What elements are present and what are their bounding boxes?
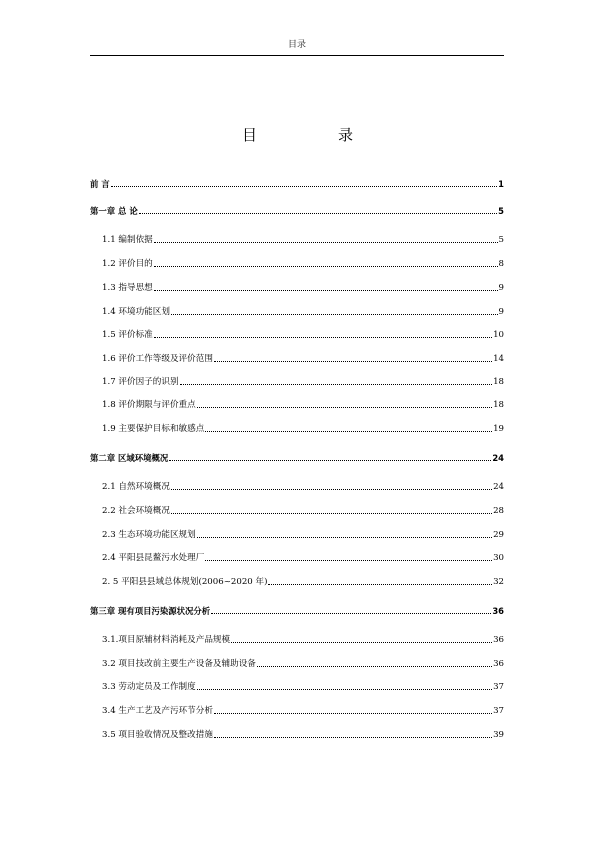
- toc-dot-leader: [257, 666, 492, 667]
- toc-dot-leader: [214, 361, 492, 362]
- toc-dot-leader: [169, 460, 491, 461]
- toc-section-entry[interactable]: [102, 376, 504, 388]
- toc-dot-leader: [205, 560, 492, 561]
- toc-section-entry[interactable]: [102, 399, 504, 411]
- toc-section-entry[interactable]: [102, 505, 504, 517]
- toc-entry-label: 第三章 现有项目污染源状况分析: [90, 606, 211, 616]
- toc-dot-leader: [171, 513, 492, 514]
- toc-dot-leader: [171, 489, 492, 490]
- toc-section-entry[interactable]: [102, 423, 504, 435]
- toc-section-entry[interactable]: [102, 658, 504, 670]
- toc-dot-leader: [154, 242, 498, 243]
- title-char-1: 目: [242, 126, 258, 144]
- toc-dot-leader: [171, 314, 498, 315]
- toc-entry-label: 2.1 自然环境概况: [102, 482, 170, 492]
- toc-section-entry[interactable]: [102, 634, 504, 646]
- toc-section-entry[interactable]: [102, 705, 504, 717]
- toc-chapter-entry[interactable]: [90, 452, 504, 464]
- toc-dot-leader: [197, 537, 492, 538]
- toc-page-number: 14: [493, 354, 504, 364]
- toc-page-number: 37: [493, 682, 504, 692]
- toc-section-entry[interactable]: [102, 576, 504, 588]
- toc-entry-label: 2. 5 平阳县县域总体规划(2006~2020 年): [102, 577, 268, 587]
- toc-page-number: 24: [493, 482, 504, 492]
- toc-entry-label: 2.3 生态环境功能区规划: [102, 530, 196, 540]
- toc-entry-label: 3.1.项目原辅材料消耗及产品规模: [102, 635, 231, 645]
- toc-dot-leader: [180, 384, 493, 385]
- toc-section-entry[interactable]: [102, 529, 504, 541]
- toc-page-number: 8: [498, 259, 504, 269]
- toc-section-entry[interactable]: [102, 481, 504, 493]
- toc-page-number: 30: [493, 553, 504, 563]
- toc-section-entry[interactable]: [102, 353, 504, 365]
- toc-entry-label: 1.8 评价期限与评价重点: [102, 400, 196, 410]
- title-char-2: 录: [338, 126, 354, 144]
- toc-dot-leader: [211, 613, 491, 614]
- toc-entry-label: 前 言: [90, 179, 110, 189]
- toc-section-entry[interactable]: [102, 729, 504, 741]
- toc-page-number: 18: [493, 400, 504, 410]
- toc-dot-leader: [205, 431, 492, 432]
- toc-page-number: 9: [498, 307, 504, 317]
- toc-page-number: 32: [493, 577, 504, 587]
- toc-entry-label: 1.3 指导思想: [102, 283, 153, 293]
- toc-chapter-entry[interactable]: [90, 178, 504, 190]
- toc-page-number: 36: [492, 606, 504, 616]
- toc-chapter-entry[interactable]: [90, 205, 504, 217]
- toc-entry-label: 1.1 编制依据: [102, 235, 153, 245]
- toc-page-number: 10: [493, 330, 504, 340]
- toc-dot-leader: [214, 713, 492, 714]
- toc-dot-leader: [197, 689, 492, 690]
- toc-section-entry[interactable]: [102, 258, 504, 270]
- toc-entry-label: 3.4 生产工艺及产污环节分析: [102, 706, 213, 716]
- toc-dot-leader: [154, 337, 492, 338]
- toc-entry-label: 1.5 评价标准: [102, 330, 153, 340]
- toc-page-number: 19: [493, 424, 504, 434]
- toc-page-number: 9: [498, 283, 504, 293]
- toc-entry-label: 1.7 评价因子的识别: [102, 377, 179, 387]
- toc-dot-leader: [214, 737, 492, 738]
- toc-section-entry[interactable]: [102, 282, 504, 294]
- toc-chapter-entry[interactable]: [90, 605, 504, 617]
- toc-entry-label: 1.4 环境功能区划: [102, 307, 170, 317]
- toc-section-entry[interactable]: [102, 234, 504, 246]
- toc-entry-label: 1.9 主要保护目标和敏感点: [102, 424, 205, 434]
- toc-page-number: 5: [498, 206, 504, 216]
- toc-section-entry[interactable]: [102, 681, 504, 693]
- toc-dot-leader: [139, 213, 497, 214]
- toc-dot-leader: [197, 407, 492, 408]
- toc-entry-label: 2.2 社会环境概况: [102, 506, 170, 516]
- toc-entry-label: 3.2 项目技改前主要生产设备及辅助设备: [102, 659, 256, 669]
- toc-page-number: 39: [493, 730, 504, 740]
- toc-page-number: 24: [492, 453, 504, 463]
- toc-section-entry[interactable]: [102, 552, 504, 564]
- toc-page-number: 29: [493, 530, 504, 540]
- toc-dot-leader: [268, 584, 492, 585]
- toc-page-number: 1: [498, 179, 504, 189]
- toc-dot-leader: [111, 186, 498, 187]
- page-header-title: 目录: [287, 40, 306, 50]
- toc-entry-label: 第一章 总 论: [90, 206, 138, 216]
- toc-entry-label: 1.6 评价工作等级及评价范围: [102, 354, 213, 364]
- toc-entry-label: 第二章 区域环境概况: [90, 453, 169, 463]
- toc-page-number: 37: [493, 706, 504, 716]
- toc-section-entry[interactable]: [102, 306, 504, 318]
- toc-dot-leader: [231, 642, 492, 643]
- toc-entry-label: 3.5 项目验收情况及整改措施: [102, 730, 213, 740]
- page-header: [90, 38, 504, 56]
- toc-dot-leader: [154, 266, 498, 267]
- toc-page-number: 5: [498, 235, 504, 245]
- toc-page-number: 36: [493, 635, 504, 645]
- toc-entry-label: 2.4 平阳县昆鳌污水处理厂: [102, 553, 205, 563]
- toc-page-number: 28: [493, 506, 504, 516]
- toc-page-number: 18: [493, 377, 504, 387]
- toc-entry-label: 1.2 评价目的: [102, 259, 153, 269]
- toc-dot-leader: [154, 290, 498, 291]
- toc-entry-label: 3.3 劳动定员及工作制度: [102, 682, 196, 692]
- toc-section-entry[interactable]: [102, 329, 504, 341]
- toc-page-number: 36: [493, 659, 504, 669]
